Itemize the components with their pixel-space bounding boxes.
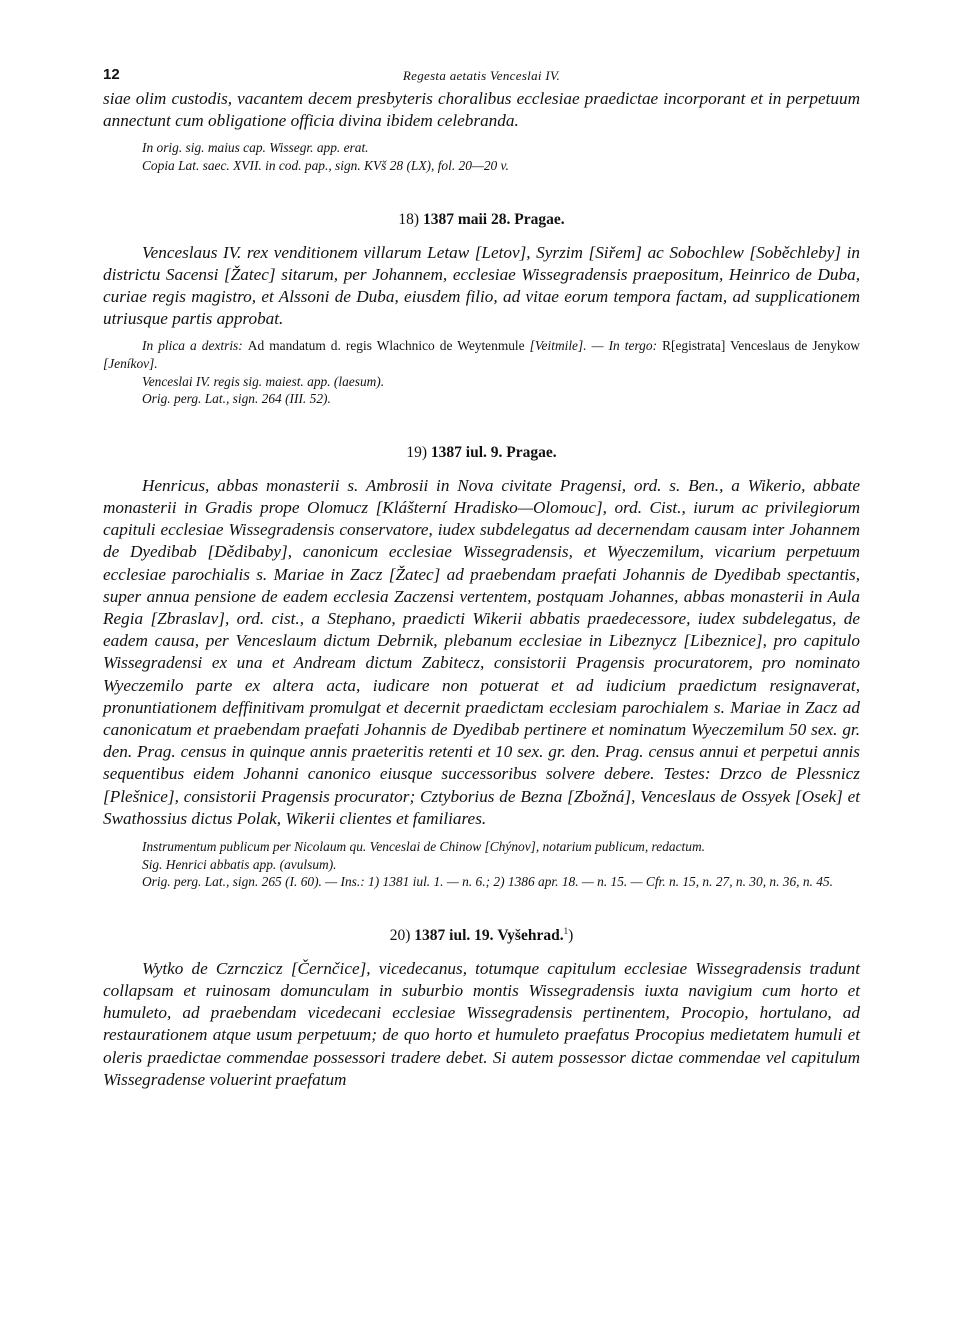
entry-text: Henricus, abbas monasterii s. Ambrosii in Nova civitate Pragensi, ord. s. Ben., a Wikerio, abbate monasterii in Gradis prope Olomucz [Klášterní Hradisko—Olomouc], ord. Cist., iurum ac privilegiorum capituli ecclesiae Wissegradensis conservatore, iudex subdelegatus ad decernendam causam inter Johannem de Dyedibab [Dědibaby], canonicum ecclesiae Wissegradensis, et Wyeczemilum, vicarium perpetuum ecclesiae parochialis s. Mariae in Zacz [Žatec] ad praebendam praefati Johannis de Dyedibab spectantis, super annua pensione de eadem ecclesia Zaczensi vertentem, postquam Johannes, abbas monasterii in Aula Regia [Zbraslav], ord. cist., a Stephano, praedicti Wikerii abbatis praedecessore, iudex subdelegatus, de eadem causa, per Venceslaum dictum Debrnik, plebanum ecclesiae in Libeznycz [Libeznice], pro capitulo Wissegradensi ex una et Andream dictum Zabitecz, consistorii Pragensis procuratorem, pro nominato Wyeczemilo parte ex altera acta, iudicare non potuerat et ad iudicium praedictum resignaverat, pronuntiationem deffinitivam promulgat et decernit praedictam ecclesiam parochialem s. Mariae in Zacz ad canonicatum et praebendam praefati Johannis de Dyedibab pertinere et nominatum Wyeczemilum 50 sex. gr. den. Prag. census in quinque annis praeteritis retenti et 10 sex. gr. den. Prag. census annui et perpetui annis sequentibus eidem Johanni canonico eiusque successoribus solvere debere. Testes: Drzco de Plessnicz [Plešnice], consistorii Pragensis procurator; Cztyborius de Bezna [Zbožná], Venceslaus de Ossyek [Osek] et Swathossius dictus Polak, Wikerii clientes et familiares. xyxy=(103,475,860,828)
running-head xyxy=(103,60,860,88)
entry-number: 20) xyxy=(389,926,411,944)
closing-paren: ) xyxy=(568,926,574,944)
entry-note-seal: Venceslai IV. regis sig. maiest. app. (laesum). xyxy=(142,373,385,389)
entry-note-plica xyxy=(103,337,860,372)
entry-heading xyxy=(103,211,860,229)
entry-note-original: Orig. perg. Lat., sign. 265 (I. 60). — Ins.: 1) 1381 iul. 1. — n. 6.; 2) 1386 apr. 18. — n. 15. — Cfr. n. 15, n. 27, n. 30, n. 36, n. 45. xyxy=(142,874,833,890)
page-number: 12 xyxy=(103,66,120,83)
entry-text: Wytko de Czrnczicz [Černčice], vicedecanus, totumque capitulum ecclesiae Wissegradensis tradunt collapsam et ruinosam domunculam in suburbio montis Wissegradensis iuxta navigium cum horto et humuleto, ad praebendam vicedecani ecclesiae Wissegradensis pertinentem, Procopio, hortulano, ad restaurationem atque usum perpetuum; de quo horto et humuleto praefatus Procopius medietatem humuli et oleris praedictae commendae possessori tradere debet. Si autem possessor dictae commendae vel capitulum Wissegradense voluerint praefatum xyxy=(103,958,860,1089)
continuation-paragraph: siae olim custodis, vacantem decem presbyteris choralibus ecclesiae praedictae incorporant et in perpetuum annectunt cum obligatione officia divina ibidem celebranda. xyxy=(103,89,860,131)
entry-date: 1387 maii 28. xyxy=(422,210,511,228)
note-lead: In plica a dextris: xyxy=(142,338,243,354)
note-roman: Ad mandatum d. regis Wlachnico de Weytenmule xyxy=(247,338,525,354)
entry-date: 1387 iul. 19. xyxy=(414,926,494,944)
running-title: Regesta aetatis Venceslai IV. xyxy=(402,68,561,83)
continuation-note-seal: In orig. sig. maius cap. Wissegr. app. erat. xyxy=(142,140,369,156)
continuation-note-copy: Copia Lat. saec. XVII. in cod. pap., sign. KVš 28 (LX), fol. 20—20 v. xyxy=(142,158,509,173)
entry-place: Vyšehrad. xyxy=(497,926,564,944)
entry-note-original: Orig. perg. Lat., sign. 264 (III. 52). xyxy=(142,391,331,407)
entry-place: Pragae. xyxy=(506,443,557,461)
note-italic: [Veitmile]. — In tergo: xyxy=(529,338,658,354)
entry-note-instrument: Instrumentum publicum per Nicolaum qu. Venceslai de Chinow [Chýnov], notarium publicum, redactum. xyxy=(142,839,705,855)
entry-heading xyxy=(103,927,860,945)
entry-number: 19) xyxy=(406,443,428,461)
entry-place: Pragae. xyxy=(514,210,565,228)
footnote-mark: 1 xyxy=(563,925,569,936)
entry-number: 18) xyxy=(398,210,420,228)
note-italic: [Jeníkov]. xyxy=(103,356,158,371)
document-page xyxy=(103,60,860,1091)
entry-date: 1387 iul. 9. xyxy=(430,443,503,461)
note-roman: R[egistrata] Venceslaus de Jenykow xyxy=(662,338,860,354)
entry-heading xyxy=(103,444,860,462)
entry-text: Venceslaus IV. rex venditionem villarum Letaw [Letov], Syrzim [Siřem] ac Sobochlew [Soběchleby] in districtu Sacensi [Žatec] sitarum, per Johannem, ecclesiae Wissegradensis praepositum, Heinrico de Duba, curiae regis magistro, et Alssoni de Duba, eiusdem filio, ad vitae eorum tempora factam, ad supplicationem utriusque partis approbat. xyxy=(103,242,860,329)
entry-note-seal: Sig. Henrici abbatis app. (avulsum). xyxy=(142,856,337,872)
